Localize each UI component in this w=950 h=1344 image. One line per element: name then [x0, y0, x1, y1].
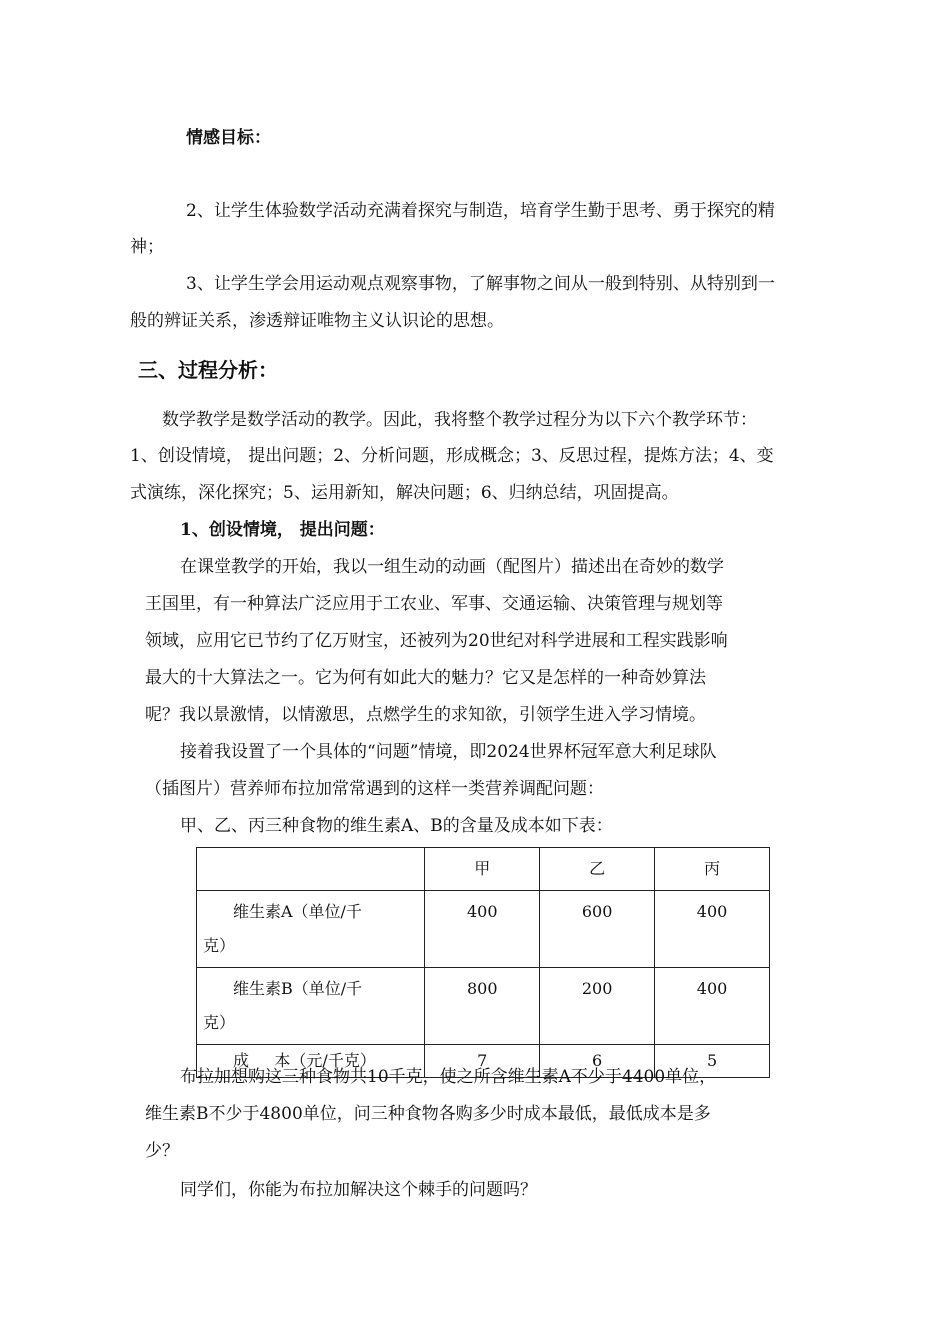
goal-3-line-2: 般的辨证关系，渗透辩证唯物主义认识论的思想。	[130, 311, 504, 331]
question-line: 少？	[145, 1141, 179, 1161]
intro-line: 王国里，有一种算法广泛应用于工农业、军事、交通运输、决策管理与规划等	[145, 594, 723, 614]
intro-line: 领域，应用它已节约了亿万财宝，还被列为20世纪对科学进展和工程实践影响	[145, 631, 728, 651]
table-cell: 6	[540, 1045, 655, 1078]
intro-line: 呢？我以景激情，以情激思，点燃学生的求知欲，引领学生进入学习情境。	[145, 705, 706, 725]
intro-line: 最大的十大算法之一。它为何有如此大的魅力？它又是怎样的一种奇妙算法	[145, 668, 706, 688]
table-cell: 200	[540, 968, 655, 1045]
vitamin-table	[196, 847, 770, 1078]
table-cell: 400	[655, 968, 770, 1045]
row-label	[197, 891, 425, 968]
row-label	[197, 968, 425, 1045]
row-label-line: 成 本（元/千克）	[233, 1051, 376, 1070]
row-label-line: 维生素A（单位/千	[233, 902, 362, 921]
table-header-cell: 丙	[655, 848, 770, 891]
affective-goals-heading: 情感目标：	[186, 128, 271, 148]
table-row	[197, 891, 770, 968]
table-header-cell: 甲	[425, 848, 540, 891]
table-cell: 400	[655, 891, 770, 968]
process-line-2: 1、创设情境， 提出问题；2、分析问题，形成概念；3、反思过程，提炼方法；4、变	[130, 446, 774, 466]
table-cell: 400	[425, 891, 540, 968]
table-intro: 甲、乙、丙三种食物的维生素A、B的含量及成本如下表：	[180, 816, 613, 836]
row-label-line: 克）	[203, 936, 236, 955]
problem-line-1: 接着我设置了一个具体的“问题”情境，即2024世界杯冠军意大利足球队	[180, 742, 717, 762]
table-header-row	[197, 848, 770, 891]
table-cell: 800	[425, 968, 540, 1045]
question-line: 维生素B不少于4800单位，问三种食物各购多少时成本最低，最低成本是多	[145, 1104, 711, 1124]
process-line-1: 数学教学是数学活动的教学。因此，我将整个教学过程分为以下六个教学环节：	[162, 410, 757, 430]
table-cell: 5	[655, 1045, 770, 1078]
table-row	[197, 968, 770, 1045]
table-cell: 7	[425, 1045, 540, 1078]
goal-3-line-1: 3、让学生学会用运动观点观察事物，了解事物之间从一般到特别、从特别到一	[186, 274, 775, 294]
goal-2-line-1: 2、让学生体验数学活动充满着探究与制造，培育学生勤于思考、勇于探究的精	[186, 201, 775, 221]
goal-2-line-2: 神；	[130, 237, 164, 257]
table-cell: 600	[540, 891, 655, 968]
question-line: 布拉加想购这三种食物共10千克，使之所含维生素A不少于4400单位，	[180, 1067, 717, 1087]
intro-line: 在课堂教学的开始，我以一组生动的动画（配图片）描述出在奇妙的数学	[180, 557, 724, 577]
row-label-line: 维生素B（单位/千	[233, 979, 363, 998]
step-1-heading: 1、创设情境， 提出问题：	[180, 520, 385, 540]
section-3-heading: 三、过程分析：	[138, 358, 278, 382]
process-line-3: 式演练，深化探究；5、运用新知，解决问题；6、归纳总结，巩固提高。	[130, 483, 679, 503]
table-header-cell: 乙	[540, 848, 655, 891]
table-header-cell	[197, 848, 425, 891]
row-label-line: 克）	[203, 1013, 236, 1032]
closing-line: 同学们，你能为布拉加解决这个棘手的问题吗？	[180, 1180, 537, 1200]
problem-line-2: （插图片）营养师布拉加常常遇到的这样一类营养调配问题：	[145, 779, 604, 799]
